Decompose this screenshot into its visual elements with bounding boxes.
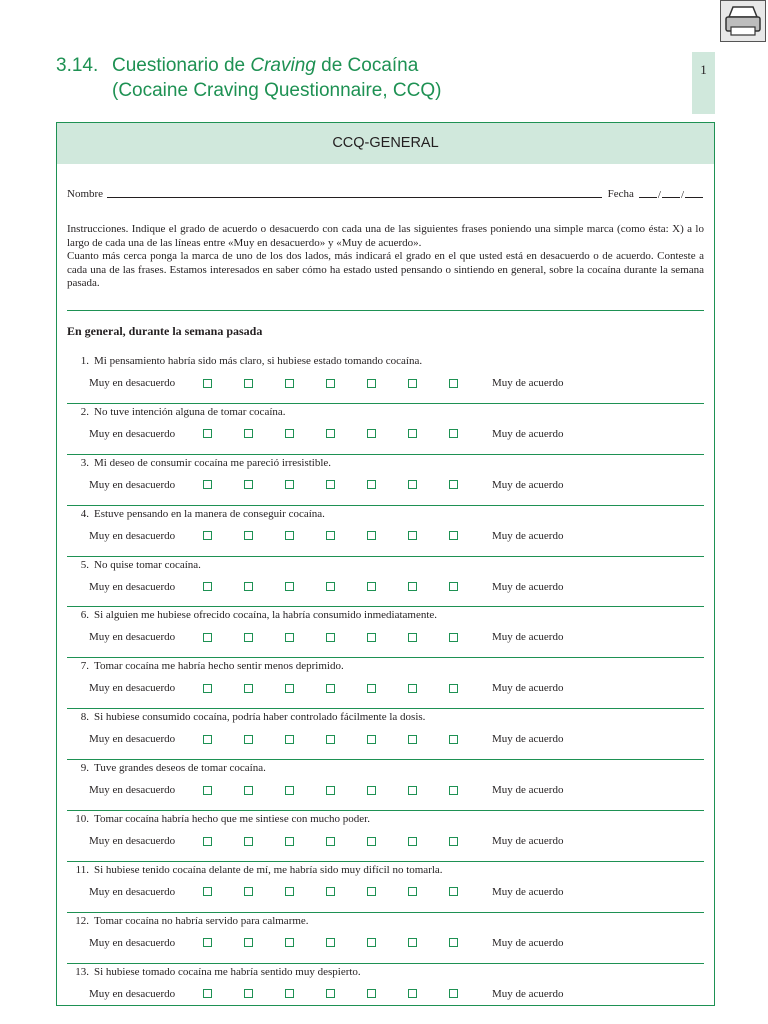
list-item [67,658,704,709]
rating-checkbox[interactable] [367,989,376,998]
instructions [67,223,704,291]
question [67,966,361,978]
rating-checkbox[interactable] [203,480,212,489]
rating-checkbox[interactable] [367,480,376,489]
scale-boxes [203,531,490,540]
title-part: de Cocaína [315,55,419,76]
question-text: No quise tomar cocaína. [94,558,201,571]
rating-checkbox[interactable] [408,429,417,438]
list-item [67,913,704,964]
rating-checkbox[interactable] [408,989,417,998]
scale-high-label: Muy de acuerdo [492,835,564,848]
scale-boxes [203,887,490,896]
rating-checkbox[interactable] [285,989,294,998]
rating-scale [89,682,563,694]
rating-checkbox[interactable] [326,837,335,846]
rating-checkbox[interactable] [367,379,376,388]
scale-high-label: Muy de acuerdo [492,987,564,1000]
list-item [67,862,704,913]
rating-checkbox[interactable] [449,379,458,388]
list-item [67,353,704,404]
rating-checkbox[interactable] [449,480,458,489]
scale-high-label: Muy de acuerdo [492,478,564,491]
scale-boxes [203,429,490,438]
item-list [67,353,704,1015]
name-field[interactable] [107,188,602,198]
rating-checkbox[interactable] [285,582,294,591]
rating-checkbox[interactable] [285,887,294,896]
instructions-paragraph: Cuanto más cerca ponga la marca de uno de los dos lados, más indicará el grado en el que usted está en desacuerdo o de acuerdo. Conteste a cada una de las frases. Estamos interesados en saber cómo ha estado usted pensando o sintiendo en general, sobre la cocaína durante la semana pasada. [67,250,704,290]
rating-checkbox[interactable] [326,786,335,795]
question [67,915,309,927]
question-text: Si alguien me hubiese ofrecido cocaína, la habría consumido inmediatamente. [94,609,438,622]
question-text: Estuve pensando en la manera de conseguir cocaína. [94,507,325,520]
question-number: 6. [80,609,89,622]
rating-checkbox[interactable] [449,786,458,795]
question-number: 5. [80,558,89,571]
question [67,609,437,621]
rating-checkbox[interactable] [203,837,212,846]
scale-high-label: Muy de acuerdo [492,936,564,949]
list-item [67,557,704,608]
rating-checkbox[interactable] [244,531,253,540]
scale-boxes [203,480,490,489]
rating-scale [89,428,563,440]
rating-checkbox[interactable] [408,887,417,896]
question-text: Tuve grandes deseos de tomar cocaína. [94,762,266,775]
scale-high-label: Muy de acuerdo [492,377,564,389]
rating-checkbox[interactable] [326,582,335,591]
scale-low-label: Muy en desacuerdo [89,529,176,542]
print-button[interactable] [720,0,766,42]
rating-checkbox[interactable] [244,938,253,947]
scale-high-label: Muy de acuerdo [492,885,564,898]
list-item [67,709,704,760]
scale-boxes [203,633,490,642]
rating-checkbox[interactable] [449,684,458,693]
question-text: Mi pensamiento habría sido más claro, si hubiese estado tomando cocaína. [94,355,423,367]
date-label: Fecha [607,188,634,200]
scale-low-label: Muy en desacuerdo [89,631,176,644]
question [67,813,370,825]
question-number: 1. [80,355,89,367]
question-text: Tomar cocaína me habría hecho sentir menos deprimido. [94,660,344,673]
question-number: 9. [80,762,89,775]
instructions-paragraph: Instrucciones. Indique el grado de acuerdo o desacuerdo con cada una de las siguientes frases poniendo una simple marca (como ésta: X) a lo largo de cada una de las líneas entre «Muy en desacuerdo» y «Muy de acuerdo». [67,223,704,249]
scale-high-label: Muy de acuerdo [492,580,564,593]
rating-checkbox[interactable] [408,480,417,489]
scale-low-label: Muy en desacuerdo [89,885,176,898]
rating-checkbox[interactable] [449,989,458,998]
rating-checkbox[interactable] [408,786,417,795]
question-number: 2. [80,405,89,418]
date-field[interactable]: / / [638,188,704,201]
scale-high-label: Muy de acuerdo [492,733,564,746]
scale-high-label: Muy de acuerdo [492,427,564,440]
title-italic: Craving [250,55,316,76]
scale-low-label: Muy en desacuerdo [89,987,176,1000]
rating-checkbox[interactable] [285,837,294,846]
rating-checkbox[interactable] [285,379,294,388]
scale-boxes [203,837,490,846]
list-item [67,811,704,862]
questionnaire-form [56,122,715,1006]
question [67,457,331,469]
scale-boxes [203,379,490,388]
question-number: 3. [80,456,89,469]
rating-checkbox[interactable] [326,989,335,998]
rating-checkbox[interactable] [449,633,458,642]
rating-scale [89,784,563,796]
question-number: 10. [75,813,89,826]
rating-checkbox[interactable] [285,786,294,795]
rating-checkbox[interactable] [203,582,212,591]
rating-checkbox[interactable] [244,989,253,998]
rating-checkbox[interactable] [203,735,212,744]
rating-checkbox[interactable] [367,582,376,591]
page-title [56,53,441,103]
rating-checkbox[interactable] [244,582,253,591]
rating-checkbox[interactable] [367,887,376,896]
rating-checkbox[interactable] [326,735,335,744]
rating-scale [89,835,563,847]
scale-boxes [203,786,490,795]
rating-checkbox[interactable] [203,938,212,947]
rating-checkbox[interactable] [326,379,335,388]
rating-checkbox[interactable] [285,735,294,744]
rating-checkbox[interactable] [203,887,212,896]
rating-checkbox[interactable] [203,786,212,795]
rating-checkbox[interactable] [449,531,458,540]
scale-boxes [203,684,490,693]
name-label: Nombre [67,188,104,200]
list-item [67,404,704,455]
rating-checkbox[interactable] [408,684,417,693]
rating-checkbox[interactable] [285,684,294,693]
rating-checkbox[interactable] [408,735,417,744]
scale-boxes [203,938,490,947]
rating-checkbox[interactable] [326,684,335,693]
rating-checkbox[interactable] [244,735,253,744]
rating-scale [89,581,563,593]
question-number: 11. [75,863,89,876]
question-text: Si hubiese tenido cocaína delante de mí, me habría sido muy difícil no tomarla. [94,863,443,876]
list-item [67,506,704,557]
rating-checkbox[interactable] [285,480,294,489]
rating-checkbox[interactable] [408,837,417,846]
scale-low-label: Muy en desacuerdo [89,427,176,440]
scale-low-label: Muy en desacuerdo [89,580,176,593]
question-text: Si hubiese consumido cocaína, podría haber controlado fácilmente la dosis. [94,711,426,724]
question-text: Tomar cocaína no habría servido para calmarme. [94,914,309,927]
rating-checkbox[interactable] [408,379,417,388]
question [67,355,422,367]
question [67,508,325,520]
rating-checkbox[interactable] [449,582,458,591]
section-number: 3.14. [56,55,99,76]
rating-checkbox[interactable] [326,938,335,947]
scale-high-label: Muy de acuerdo [492,631,564,644]
rating-checkbox[interactable] [244,429,253,438]
question-number: 7. [80,660,89,673]
rating-scale [89,530,563,542]
rating-checkbox[interactable] [367,735,376,744]
rating-checkbox[interactable] [244,633,253,642]
form-header: CCQ-GENERAL [57,123,714,164]
rating-checkbox[interactable] [203,989,212,998]
question [67,406,286,418]
question-number: 13. [75,965,89,978]
rating-checkbox[interactable] [285,531,294,540]
scale-high-label: Muy de acuerdo [492,529,564,542]
name-date-row [67,188,704,201]
rating-checkbox[interactable] [408,633,417,642]
rating-checkbox[interactable] [244,684,253,693]
list-item [67,760,704,811]
rating-checkbox[interactable] [367,429,376,438]
question [67,660,344,672]
rating-checkbox[interactable] [367,684,376,693]
rating-checkbox[interactable] [244,887,253,896]
printer-icon [723,3,763,39]
rating-checkbox[interactable] [367,531,376,540]
scale-high-label: Muy de acuerdo [492,784,564,797]
rating-checkbox[interactable] [203,429,212,438]
rating-checkbox[interactable] [326,887,335,896]
rating-checkbox[interactable] [449,735,458,744]
rating-scale [89,631,563,643]
scale-low-label: Muy en desacuerdo [89,936,176,949]
question [67,762,266,774]
rating-checkbox[interactable] [367,633,376,642]
rating-checkbox[interactable] [326,480,335,489]
scale-boxes [203,735,490,744]
rating-checkbox[interactable] [203,633,212,642]
list-item [67,455,704,506]
scale-low-label: Muy en desacuerdo [89,784,176,797]
title-subtitle: (Cocaine Craving Questionnaire, CCQ) [112,80,442,101]
rating-checkbox[interactable] [367,786,376,795]
rating-scale [89,479,563,491]
rating-checkbox[interactable] [285,429,294,438]
scale-boxes [203,989,490,998]
rating-checkbox[interactable] [244,786,253,795]
rating-checkbox[interactable] [449,429,458,438]
rating-scale [89,733,563,745]
rating-checkbox[interactable] [449,938,458,947]
scale-boxes [203,582,490,591]
question-text: Mi deseo de consumir cocaína me pareció irresistible. [94,456,332,469]
rating-checkbox[interactable] [203,684,212,693]
rating-scale [89,886,563,898]
rating-checkbox[interactable] [244,837,253,846]
rating-checkbox[interactable] [449,887,458,896]
question [67,711,425,723]
rating-checkbox[interactable] [244,379,253,388]
question-number: 12. [75,914,89,927]
rating-checkbox[interactable] [449,837,458,846]
rating-checkbox[interactable] [408,938,417,947]
question [67,559,201,571]
question-text: Tomar cocaína habría hecho que me sintiese con mucho poder. [94,813,370,826]
section-title: En general, durante la semana pasada [67,324,263,338]
rating-scale [89,937,563,949]
list-item [67,607,704,658]
rating-checkbox[interactable] [326,429,335,438]
scale-low-label: Muy en desacuerdo [89,835,176,848]
question-text: Si hubiese tomado cocaína me habría sentido muy despierto. [94,965,361,978]
rating-checkbox[interactable] [203,379,212,388]
question [67,864,443,876]
rating-scale [89,377,563,389]
question-text: No tuve intención alguna de tomar cocaína. [94,405,286,418]
rating-checkbox[interactable] [367,938,376,947]
rating-checkbox[interactable] [285,633,294,642]
rating-checkbox[interactable] [244,480,253,489]
rating-checkbox[interactable] [285,938,294,947]
rating-checkbox[interactable] [203,531,212,540]
list-item [67,964,704,1015]
rating-scale [89,988,563,1000]
scale-low-label: Muy en desacuerdo [89,377,176,389]
scale-low-label: Muy en desacuerdo [89,682,176,695]
rating-checkbox[interactable] [326,531,335,540]
rating-checkbox[interactable] [408,582,417,591]
page-number: 1 [692,52,715,114]
question-number: 8. [80,711,89,724]
title-part: Cuestionario de [112,55,251,76]
rating-checkbox[interactable] [367,837,376,846]
scale-low-label: Muy en desacuerdo [89,478,176,491]
rating-checkbox[interactable] [408,531,417,540]
divider [67,310,704,311]
scale-low-label: Muy en desacuerdo [89,733,176,746]
scale-high-label: Muy de acuerdo [492,682,564,695]
rating-checkbox[interactable] [326,633,335,642]
question-number: 4. [80,507,89,520]
